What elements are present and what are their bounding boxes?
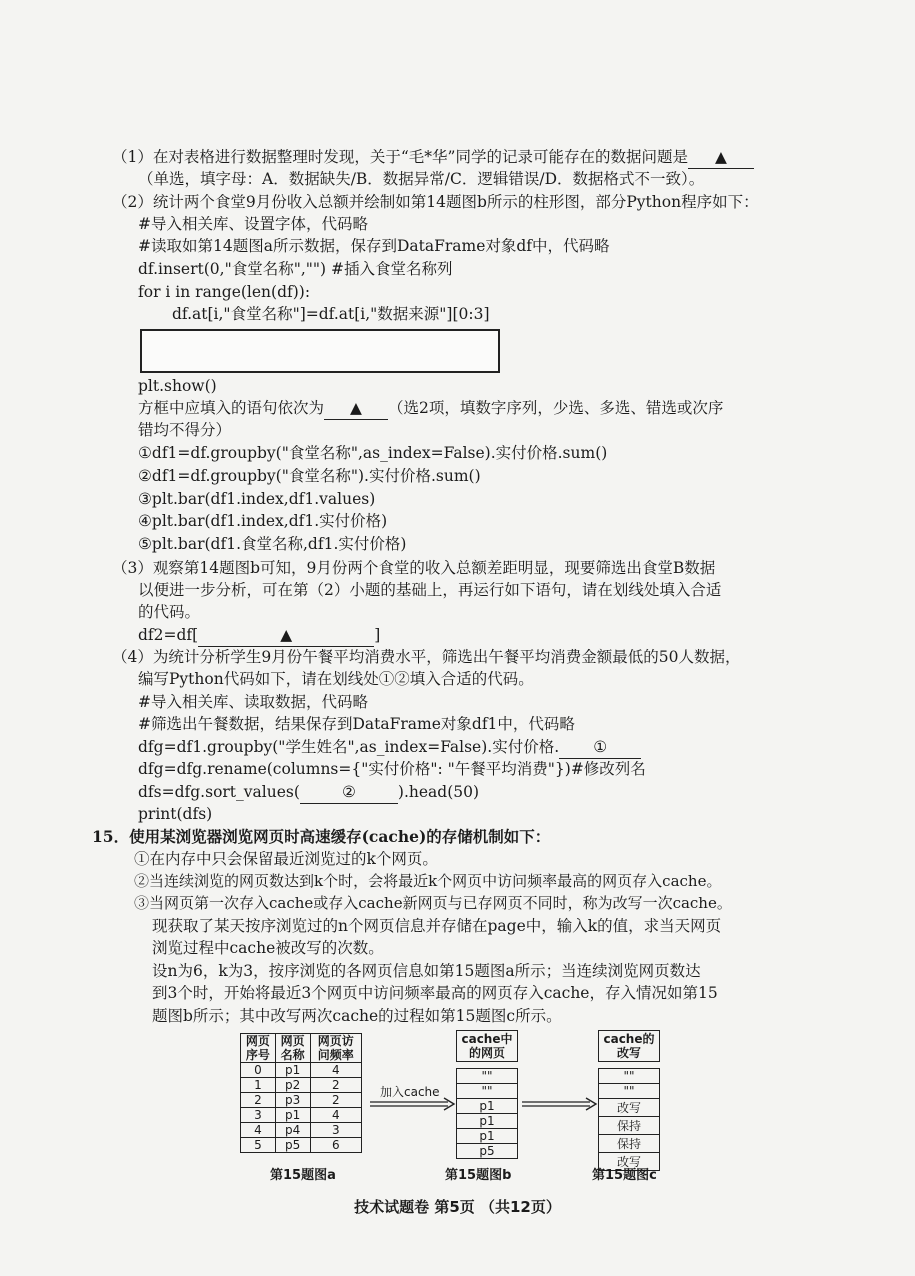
q15-rule3: ③当网页第一次存入cache或存入cache新网页与已存网页不同时，称为改写一次cache。: [134, 894, 732, 912]
code-line: plt.show(): [138, 377, 217, 395]
blank-marker: ▲: [350, 399, 362, 417]
table-row: [457, 1114, 518, 1129]
code-text: ]: [374, 626, 381, 644]
q15-desc2: 浏览过程中cache被改写的次数。: [152, 939, 384, 957]
answer-blank[interactable]: [198, 624, 374, 647]
code-line-blank1: [138, 736, 641, 759]
q14-p3-line3: 的代码。: [138, 603, 201, 621]
fig15b-caption: 第15题图b: [445, 1168, 512, 1183]
q14-p3-line2: 以便进一步分析，可在第（2）小题的基础上，再运行如下语句，请在划线处填入合适: [138, 581, 722, 599]
table-cell: 1: [241, 1078, 276, 1093]
table-cell: p4: [275, 1123, 310, 1138]
table-cell: 4: [241, 1123, 276, 1138]
table-cell: p1: [457, 1114, 518, 1129]
table-header: 网页 序号: [241, 1034, 276, 1063]
table-row: [241, 1123, 362, 1138]
q14-p1-text: （1）在对表格进行数据整理时发现，关于“毛*华”同学的记录可能存在的数据问题是: [112, 148, 688, 166]
q14-p4-line2: 编写Python代码如下，请在划线处①②填入合适的代码。: [138, 670, 534, 688]
code-line: #读取如第14题图a所示数据，保存到DataFrame对象df中，代码略: [138, 237, 610, 255]
table-cell: 改写: [599, 1153, 660, 1171]
table-row: [599, 1117, 660, 1135]
table-cell: p1: [457, 1099, 518, 1114]
table-cell: 2: [310, 1078, 361, 1093]
table-row: [457, 1129, 518, 1144]
add-cache-label: 加入cache: [380, 1085, 440, 1099]
table-cell: p1: [457, 1129, 518, 1144]
q15-desc4: 到3个时，开始将最近3个网页中访问频率最高的网页存入cache，存入情况如第15: [152, 984, 718, 1002]
table-cell: 4: [310, 1108, 361, 1123]
option-5: ⑤plt.bar(df1.食堂名称,df1.实付价格): [138, 535, 407, 553]
code-line: print(dfs): [138, 805, 213, 823]
code-line: #筛选出午餐数据，结果保存到DataFrame对象df1中，代码略: [138, 715, 575, 733]
blank-marker: ▲: [715, 148, 727, 166]
table-cell: 改写: [599, 1099, 660, 1117]
table-cell: "": [599, 1084, 660, 1099]
table-cell: 3: [241, 1108, 276, 1123]
table-cell: 0: [241, 1063, 276, 1078]
code-line: for i in range(len(df)):: [138, 283, 311, 301]
q14-p3-line1: （3）观察第14题图b可知，9月份两个食堂的收入总额差距明显，现要筛选出食堂B数据: [112, 559, 716, 577]
option-2: ②df1=df.groupby("食堂名称").实付价格.sum(): [138, 467, 481, 485]
code-line-blank2: [138, 781, 479, 804]
table-cell: 2: [241, 1093, 276, 1108]
q15-rule2: ②当连续浏览的网页数达到k个时，会将最近k个网页中访问频率最高的网页存入cache。: [134, 872, 722, 890]
code-line: dfg=dfg.rename(columns={"实付价格": "午餐平均消费"})#修改列名: [138, 760, 646, 778]
answer-blank[interactable]: [688, 146, 754, 169]
option-1: ①df1=df.groupby("食堂名称",as_index=False).实付价格.sum(): [138, 444, 608, 462]
q15-desc5: 题图b所示；其中改写两次cache的过程如第15题图c所示。: [152, 1007, 562, 1025]
table-cell: 保持: [599, 1135, 660, 1153]
table-cell: p1: [275, 1063, 310, 1078]
ask-text: 方框中应填入的语句依次为: [138, 399, 325, 417]
table-row: [241, 1138, 362, 1153]
table-header-row: [599, 1031, 660, 1062]
q14-p2-line1: （2）统计两个食堂9月份收入总额并绘制如第14题图b所示的柱形图，部分Python程序如下：: [112, 193, 759, 211]
table-cell: p3: [275, 1093, 310, 1108]
answer-box[interactable]: [140, 329, 500, 373]
q14-p1-line1: [112, 146, 754, 169]
arrow-right-icon: [368, 1096, 458, 1112]
table-cell: 保持: [599, 1117, 660, 1135]
q14-p3-code: [138, 624, 380, 647]
code-text: df2=df[: [138, 626, 199, 644]
answer-blank-2[interactable]: [300, 781, 398, 804]
q14-p2-ask: [138, 397, 723, 420]
table-cell: 5: [241, 1138, 276, 1153]
table-row: [241, 1063, 362, 1078]
code-line: #导入相关库、读取数据，代码略: [138, 693, 368, 711]
table-row: [457, 1099, 518, 1114]
q15-rule1: ①在内存中只会保留最近浏览过的k个网页。: [134, 850, 438, 868]
code-line: df.insert(0,"食堂名称","") #插入食堂名称列: [138, 260, 453, 278]
fig15c-table: [598, 1030, 660, 1171]
fig15b-table: [456, 1030, 518, 1159]
table-header: cache的 改写: [599, 1031, 660, 1062]
q14-p4-line1: （4）为统计分析学生9月份午餐平均消费水平，筛选出午餐平均消费金额最低的50人数据，: [112, 648, 741, 666]
table-cell: p1: [275, 1108, 310, 1123]
table-row: [599, 1069, 660, 1084]
table-row: [241, 1078, 362, 1093]
table-header-row: [457, 1031, 518, 1062]
table-cell: "": [457, 1084, 518, 1099]
table-row: [457, 1069, 518, 1084]
code-line: #导入相关库、设置字体，代码略: [138, 215, 368, 233]
blank-number: ①: [593, 738, 608, 756]
fig15c-caption: 第15题图c: [592, 1168, 657, 1183]
table-cell: p5: [457, 1144, 518, 1159]
table-header: 网页 名称: [275, 1034, 310, 1063]
table-row: [241, 1108, 362, 1123]
table-row: [599, 1099, 660, 1117]
spacer: [457, 1062, 518, 1069]
table-row: [457, 1144, 518, 1159]
table-cell: p5: [275, 1138, 310, 1153]
ask-text-tail: （选2项，填数字序列，少选、多选、错选或次序: [388, 399, 724, 417]
option-4: ④plt.bar(df1.index,df1.实付价格): [138, 512, 388, 530]
table-cell: 2: [310, 1093, 361, 1108]
table-cell: 3: [310, 1123, 361, 1138]
table-header: 网页访 问频率: [310, 1034, 361, 1063]
table-row: [457, 1084, 518, 1099]
table-header: cache中 的网页: [457, 1031, 518, 1062]
code-text: dfg=df1.groupby("学生姓名",as_index=False).实付价格.: [138, 738, 560, 756]
table-cell: "": [457, 1069, 518, 1084]
q14-p2-ask2: 错均不得分）: [138, 421, 232, 439]
q15-desc1: 现获取了某天按序浏览过的n个网页信息并存储在page中，输入k的值，求当天网页: [152, 917, 722, 935]
answer-blank-1[interactable]: [559, 736, 641, 759]
q14-p1-line2: （单选，填字母：A．数据缺失/B．数据异常/C．逻辑错误/D．数据格式不一致）。: [138, 170, 705, 188]
blank-marker: ▲: [280, 626, 293, 644]
page-footer: 技术试题卷 第5页 （共12页）: [354, 1198, 561, 1216]
table-cell: "": [599, 1069, 660, 1084]
spacer: [599, 1062, 660, 1069]
table-header-row: [241, 1034, 362, 1063]
answer-blank[interactable]: [324, 397, 388, 420]
blank-number: ②: [341, 783, 356, 801]
table-cell: p2: [275, 1078, 310, 1093]
code-text: dfs=dfg.sort_values(: [138, 783, 300, 801]
fig15a-caption: 第15题图a: [270, 1168, 336, 1183]
table-cell: 4: [310, 1063, 361, 1078]
table-row: [599, 1135, 660, 1153]
table-row: [241, 1093, 362, 1108]
table-row: [599, 1084, 660, 1099]
code-line: df.at[i,"食堂名称"]=df.at[i,"数据来源"][0:3]: [172, 305, 490, 323]
fig15a-table: [240, 1033, 362, 1153]
q15-desc3: 设n为6，k为3，按序浏览的各网页信息如第15题图a所示；当连续浏览网页数达: [152, 962, 701, 980]
option-3: ③plt.bar(df1.index,df1.values): [138, 490, 376, 508]
code-text: ).head(50): [397, 783, 480, 801]
q15-title: 15．使用某浏览器浏览网页时高速缓存(cache)的存储机制如下：: [92, 827, 551, 846]
arrow-right-icon: [520, 1096, 600, 1112]
table-cell: 6: [310, 1138, 361, 1153]
